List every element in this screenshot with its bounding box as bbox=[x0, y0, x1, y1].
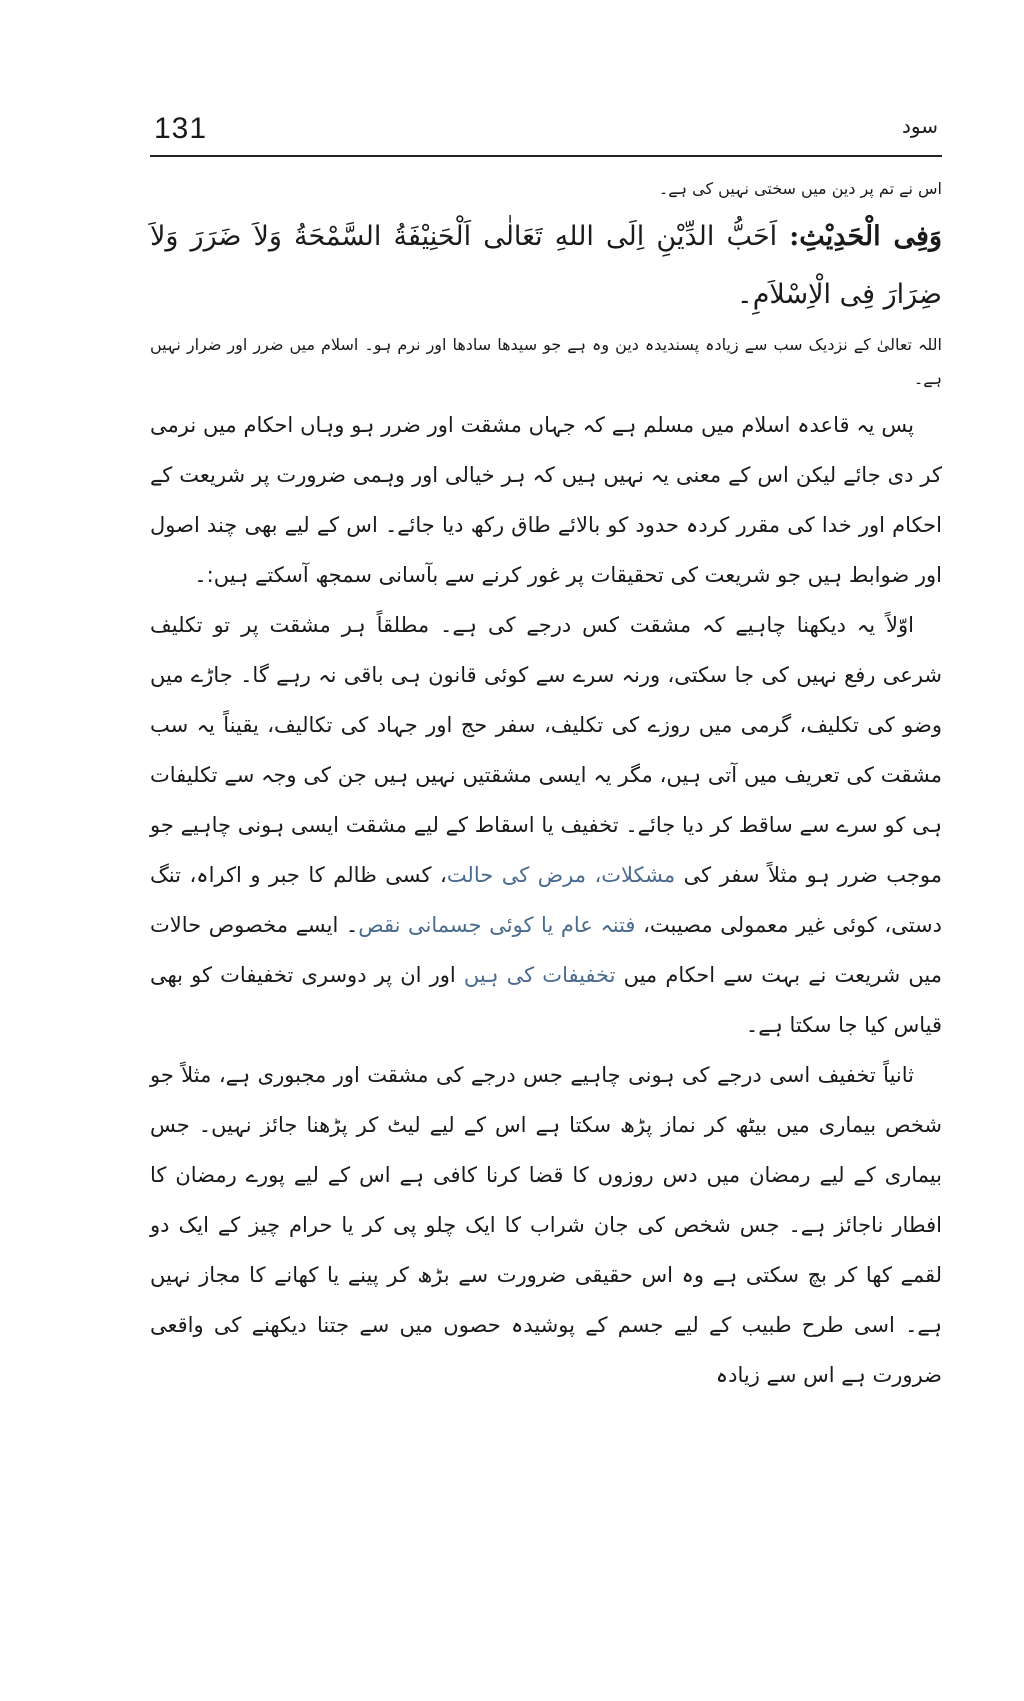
header-rule bbox=[150, 155, 942, 157]
paragraph-2-part-3: ۔ ایسے مخصوص حالات میں شریعت نے بہت سے احکام میں bbox=[150, 913, 942, 987]
paragraph-1: پس یہ قاعدہ اسلام میں مسلم ہے کہ جہاں مشقت اور ضرر ہو وہاں احکام میں نرمی کر دی جائے لیکن اس کے معنی یہ نہیں ہیں کہ ہر خیالی اور وہمی ضرورت پر شریعت کے احکام اور خدا کی مقرر کردہ حدود کو بالائے طاق رکھ دیا جائے۔ اس کے لیے بھی چند اصول اور ضوابط ہیں جو شریعت کی تحقیقات پر غور کرنے سے بآسانی سمجھ آسکتے ہیں:۔ bbox=[150, 413, 942, 587]
paragraph-2-part-1: اوّلاً یہ دیکھنا چاہیے کہ مشقت کس درجے کی ہے۔ مطلقاً ہر مشقت پر تو تکلیف شرعی رفع نہیں کی جا سکتی، ورنہ سرے سے کوئی قانون ہی باقی نہ رہے گا۔ جاڑے میں وضو کی تکلیف، گرمی میں روزے کی تکلیف، سفر حج اور جہاد کی تکالیف، یقیناً یہ سب مشقت کی تعریف میں آتی ہیں، مگر یہ ایسی مشقتیں نہیں ہیں جن کی وجہ سے تکلیفات ہی کو سرے سے ساقط کر دیا جائے۔ تخفیف یا اسقاط کے لیے مشقت ایسی ہونی چاہیے جو موجب ضرر ہو مثلاً سفر کی bbox=[150, 613, 943, 887]
page-header bbox=[150, 108, 940, 158]
highlight-3: تخفیفات کی ہیں bbox=[463, 963, 616, 987]
hadith-arabic bbox=[150, 208, 942, 324]
intro-line: اس نے تم پر دین میں سختی نہیں کی ہے۔ bbox=[658, 179, 942, 198]
highlight-2: فتنہ عام یا کوئی جسمانی نقص bbox=[358, 913, 636, 937]
page-number: 131 bbox=[154, 112, 208, 145]
hadith-lead: وَفِی الْحَدِیْثِ: bbox=[789, 221, 942, 252]
paragraph-2 bbox=[150, 600, 942, 1050]
hadith-text: اَحَبُّ الدِّیْنِ اِلَی اللهِ تَعَالٰی اَلْحَنِیْفَةُ السَّمْحَةُ وَلاَ ضَرَرَ وَلاَ ضِرَارَ فِی الْاِسْلاَمِ۔ bbox=[150, 221, 942, 310]
highlight-1: مشکلات، مرض کی حالت bbox=[446, 863, 676, 887]
paragraph-3: ثانیاً تخفیف اسی درجے کی ہونی چاہیے جس درجے کی مشقت اور مجبوری ہے، مثلاً جو شخص بیماری میں بیٹھ کر نماز پڑھ سکتا ہے اس کے لیے لیٹ کر پڑھنا جائز نہیں۔ جس بیماری کے لیے رمضان میں دس روزوں کا قضا کرنا کافی ہے اس کے لیے پورے رمضان کا افطار ناجائز ہے۔ جس شخص کی جان شراب کا ایک چلو پی کر یا حرام چیز کے ایک دو لقمے کھا کر بچ سکتی ہے وہ اس حقیقی ضرورت سے بڑھ کر پینے یا کھانے کا مجاز نہیں ہے۔ اسی طرح طبیب کے لیے جسم کے پوشیدہ حصوں میں سے جتنا دیکھنے کی واقعی ضرورت ہے اس سے زیادہ bbox=[150, 1063, 942, 1387]
running-head: سود bbox=[902, 114, 938, 138]
paragraph-2-part-2: ، کسی ظالم کا جبر و اکراہ، تنگ دستی، کوئی غیر معمولی مصیبت، bbox=[150, 863, 942, 937]
hadith-translation: اللہ تعالیٰ کے نزدیک سب سے زیادہ پسندیدہ دین وہ ہے جو سیدھا سادھا اور نرم ہو۔ اسلام میں ضرر اور ضرار نہیں ہے۔ bbox=[150, 335, 942, 388]
page-body bbox=[150, 172, 942, 1400]
paragraph-2-part-4: اور ان پر دوسری تخفیفات کو بھی قیاس کیا جا سکتا ہے۔ bbox=[150, 963, 942, 1037]
